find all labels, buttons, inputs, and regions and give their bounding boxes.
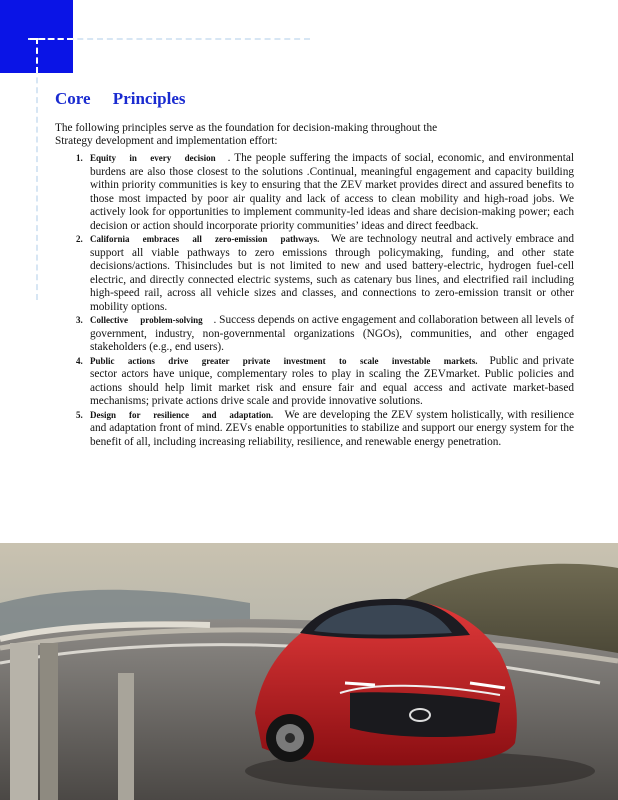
car-photo bbox=[0, 543, 618, 800]
car-on-bridge-illustration bbox=[0, 543, 618, 800]
principles-list bbox=[76, 152, 574, 449]
dashed-rule-vertical bbox=[36, 38, 38, 300]
principle-item bbox=[76, 355, 574, 409]
principle-title: California embraces all zero-emission pathways. bbox=[90, 234, 320, 244]
principle-number: 2. bbox=[76, 234, 83, 244]
principle-text: We are technology neutral and actively embrace and support all viable pathways to zero emissions through policymaking, funding, and other state decisions/actions. Thisincludes but is not limited to new and used battery-electric, hydrogen fuel-cell electric, and directly connected electric systems, such as catenary bus lines, and electrified rail including high-speed rail, across all vehicle sizes and classes, and connections to zero-emission transit or other mobility options. bbox=[90, 233, 574, 313]
principle-item bbox=[76, 233, 574, 314]
intro-paragraph: The following principles serve as the foundation for decision-making throughout the Strategy development and implementation effort: bbox=[55, 122, 438, 147]
principle-text: Public and private sector actors have unique, complementary roles to play in scaling the ZEVmarket. Public policies and actions should help limit market risk and ensure fair and equal access and activate market-based mechanisms; private actions drive scale and provide innovative solutions. bbox=[90, 354, 574, 407]
principle-number: 5. bbox=[76, 409, 83, 420]
principle-number: 1. bbox=[76, 153, 83, 163]
principle-text: We are developing the ZEV system holistically, with resilience and adaptation front of mind. ZEVs enable opportunities to stabilize and support our energy system for the benefit of all, including increasing reliability, resilience, and renewable energy penetration. bbox=[90, 408, 574, 448]
principle-number: 4. bbox=[76, 355, 83, 366]
principle-item bbox=[76, 314, 574, 355]
principle-title: Design for resilience and adaptation. bbox=[90, 409, 274, 420]
principle-number: 3. bbox=[76, 315, 83, 325]
corner-dash-vertical bbox=[36, 38, 38, 73]
principle-title: Public actions drive greater private investment to scale investable markets. bbox=[90, 355, 478, 366]
principle-text: . Success depends on active engagement and collaboration between all levels of government, industry, non-governmental organizations (NGOs), communities, and other engaged stakeholders (e.g., end users). bbox=[90, 314, 574, 353]
principle-title: Collective problem-solving bbox=[90, 315, 203, 325]
principle-title: Equity in every decision bbox=[90, 153, 216, 163]
page-title: Core Principles bbox=[55, 89, 186, 108]
principle-item bbox=[76, 152, 574, 233]
principle-item bbox=[76, 409, 574, 450]
principle-text: . The people suffering the impacts of social, economic, and environmental burdens are also those closest to the solutions .Continual, meaningful engagement and capacity building within priority communities is key to ensuring that the ZEV market provides direct and assured benefits to those most impacted by poor air quality and lack of access to clean mobility and high-road jobs. We actively look for opportunities to implement community-led ideas and share decision-making power; each decision or action should incorporate priority communities’ ideas and direct feedback. bbox=[90, 152, 574, 232]
